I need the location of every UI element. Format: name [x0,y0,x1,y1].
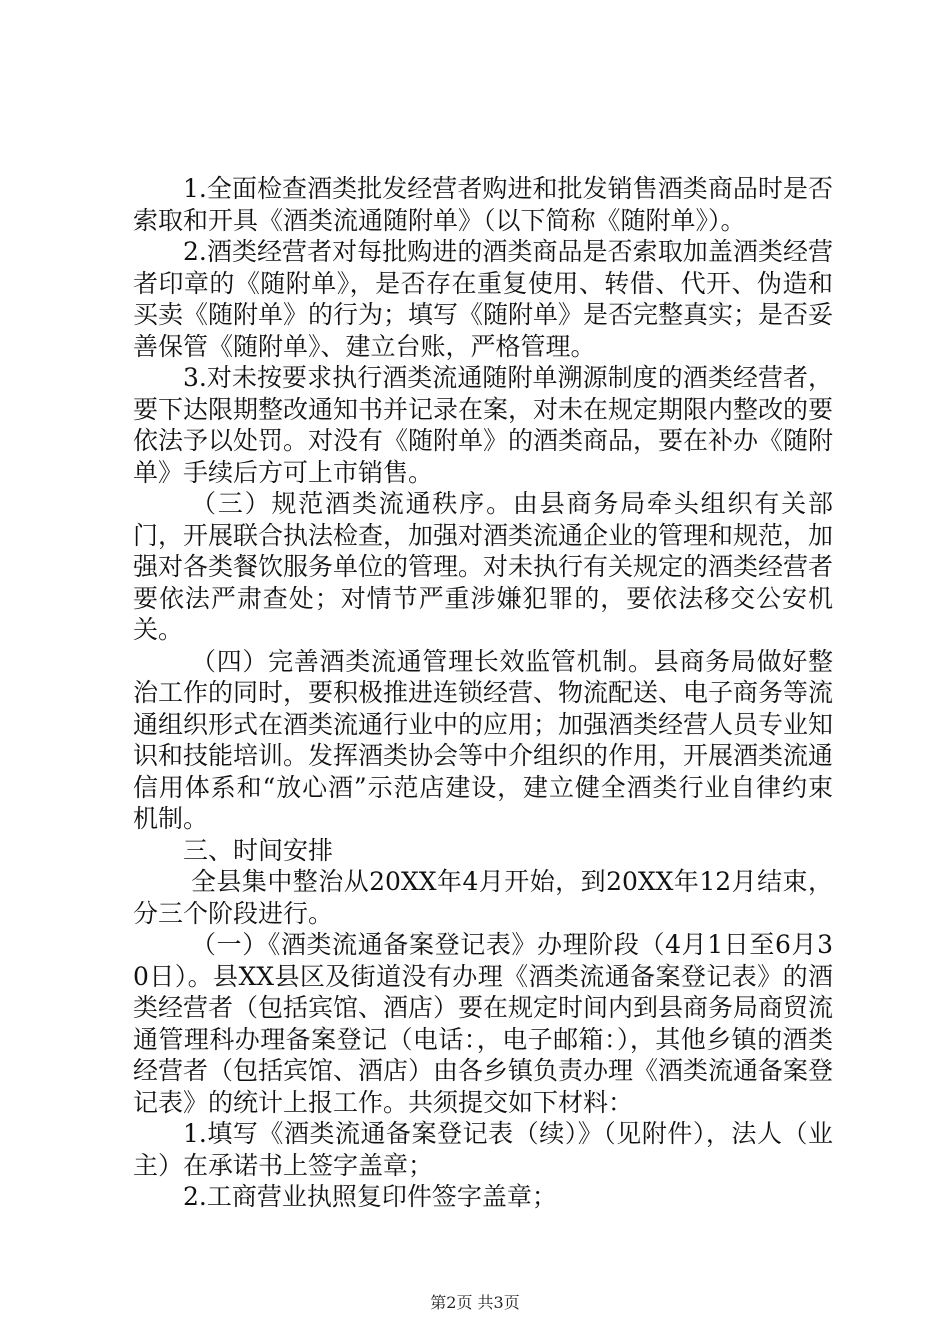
paragraph-check-receipts: 2.酒类经营者对每批购进的酒类商品是否索取加盖酒类经营者印章的《随附单》，是否存在重复使用、转借、代开、伪造和买卖《随附单》的行为；填写《随附单》是否完整真实；是否妥善保管《随附单》、建立台账，严格管理。 [133,237,834,361]
paragraph-phase-1: （一）《酒类流通备案登记表》办理阶段（4月1日至6月30日）。县XX县区及街道没有办理《酒类流通备案登记表》的酒类经营者（包括宾馆、酒店）要在规定时间内到县商务局商贸流通管理科办理备案登记（电话：，电子邮箱：），其他乡镇的酒类经营者（包括宾馆、酒店）由各乡镇负责办理《酒类流通备案登记表》的统计上报工作。共须提交如下材料： [133,930,834,1117]
paragraph-check-wholesale: 1.全面检查酒类批发经营者购进和批发销售酒类商品时是否索取和开具《酒类流通随附单》（以下简称《随附单》）。 [133,174,833,235]
heading-time-schedule: 三、时间安排 [183,835,334,865]
paragraph-material-2: 2.工商营业执照复印件签字盖章； [183,1182,557,1211]
paragraph-schedule-overview: 全县集中整治从20XX年4月开始，到20XX年12月结束，分三个阶段进行。 [133,867,833,928]
document-body [133,173,833,1213]
paragraph-section-4: （四）完善酒类流通管理长效监管机制。县商务局做好整治工作的同时，要积极推进连锁经营、物流配送、电子商务等流通组织形式在酒类流通行业中的应用；加强酒类经营人员专业知识和技能培训。发挥酒类协会等中介组织的作用，开展酒类流通信用体系和“放心酒”示范店建设，建立健全酒类行业自律约束机制。 [133,646,834,833]
paragraph-rectification: 3.对未按要求执行酒类流通随附单溯源制度的酒类经营者，要下达限期整改通知书并记录在案，对未在规定期限内整改的要依法予以处罚。对没有《随附单》的酒类商品，要在补办《随附单》手续后方可上市销售。 [133,363,834,487]
page-number-footer: 第2页 共3页 [430,1293,520,1312]
paragraph-section-3: （三）规范酒类流通秩序。由县商务局牵头组织有关部门，开展联合执法检查，加强对酒类流通企业的管理和规范，加强对各类餐饮服务单位的管理。对未执行有关规定的酒类经营者要依法严肃查处；对情节严重涉嫌犯罪的，要依法移交公安机关。 [133,489,834,644]
paragraph-material-1: 1.填写《酒类流通备案登记表（续）》（见附件），法人（业主）在承诺书上签字盖章； [133,1119,833,1180]
